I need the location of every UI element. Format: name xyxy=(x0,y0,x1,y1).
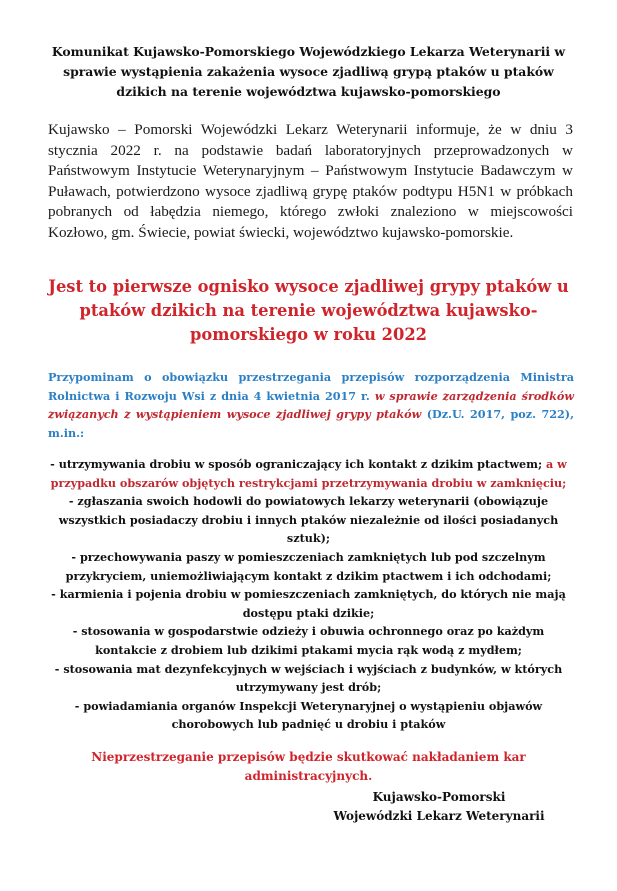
list-item: - powiadamiania organów Inspekcji Weterynaryjnej o wystąpieniu objawów chorobowych lub padnięć u drobiu i ptaków xyxy=(74,698,543,732)
list-item-text: - utrzymywania drobiu w sposób ograniczający ich kontakt z dzikim ptactwem; xyxy=(50,457,543,471)
signature-line: Kujawsko-Pomorski xyxy=(372,790,506,804)
list-item: - przechowywania paszy w pomieszczeniach zamkniętych lub pod szczelnym przykryciem, uniemożliwiającym kontakt z dzikim ptactwem i ich odchodami; xyxy=(65,549,552,583)
obligations-list xyxy=(40,455,577,734)
list-item: - zgłaszania swoich hodowli do powiatowych lekarzy weterynarii (obowiązuje wszystkich posiadaczy drobiu i innych ptaków niezależnie od ilości posiadanych sztuk); xyxy=(58,494,559,546)
list-item: - stosowania w gospodarstwie odzieży i obuwia ochronnego oraz po każdym kontakcie z drobiem lub dzikimi ptakami mycia rąk wodą z mydłem; xyxy=(72,624,545,657)
list-item: - stosowania mat dezynfekcyjnych w wejściach i wyjściach z budynków, w których utrzymywany jest drób; xyxy=(54,661,563,695)
penalty-warning: Nieprzestrzeganie przepisów będzie skutkować nakładaniem kar administracyjnych. xyxy=(91,750,526,783)
signature-line: Wojewódzki Lekarz Weterynarii xyxy=(333,809,545,823)
list-item: - karmienia i pojenia drobiu w pomieszczeniach zamkniętych, do których nie mają dostępu ptaki dzikie; xyxy=(51,587,566,620)
reminder-text-end: (Dz.U. 2017, poz. 722), m.in.: xyxy=(48,407,574,440)
signature-block xyxy=(300,788,578,826)
headline-notice: Jest to pierwsze ognisko wysoce zjadliwej grypy ptaków u ptaków dzikich na terenie województwa kujawsko-pomorskiego w roku 2022 xyxy=(48,277,569,344)
list-item-restriction: a w przypadku obszarów objętych restrykcjami przetrzymywania drobiu w zamknięciu; xyxy=(50,457,567,490)
reminder-text-start: Przypominam o obowiązku przestrzegania przepisów rozporządzenia Ministra Rolnictwa i Rozwoju Wsi z dnia 4 kwietnia 2017 r. xyxy=(48,370,574,403)
list-item xyxy=(40,455,577,492)
regulation-reminder xyxy=(48,368,574,442)
intro-paragraph: Kujawsko – Pomorski Wojewódzki Lekarz Weterynarii informuje, że w dniu 3 stycznia 2022 r. na podstawie badań laboratoryjnych przeprowadzonych w Państwowym Instytucie Weterynaryjnym – Państwowym Instytucie Badawczym w Puławach, potwierdzono wysoce zjadliwą grypę ptaków podtypu H5N1 w próbkach pobranych od łabędzia niemego, którego zwłoki znaleziono w miejscowości Kozłowo, gm. Świecie, powiat świecki, województwo kujawsko-pomorskie. xyxy=(48,121,573,241)
regulation-title: w sprawie zarządzenia środków związanych z wystąpieniem wysoce zjadliwej grypy ptaków xyxy=(48,388,574,421)
document-title: Komunikat Kujawsko-Pomorskiego Wojewódzkiego Lekarza Weterynarii w sprawie wystąpienia zakażenia wysoce zjadliwą grypą ptaków u ptaków dzikich na terenie województwa kujawsko-pomorskiego xyxy=(51,44,566,99)
